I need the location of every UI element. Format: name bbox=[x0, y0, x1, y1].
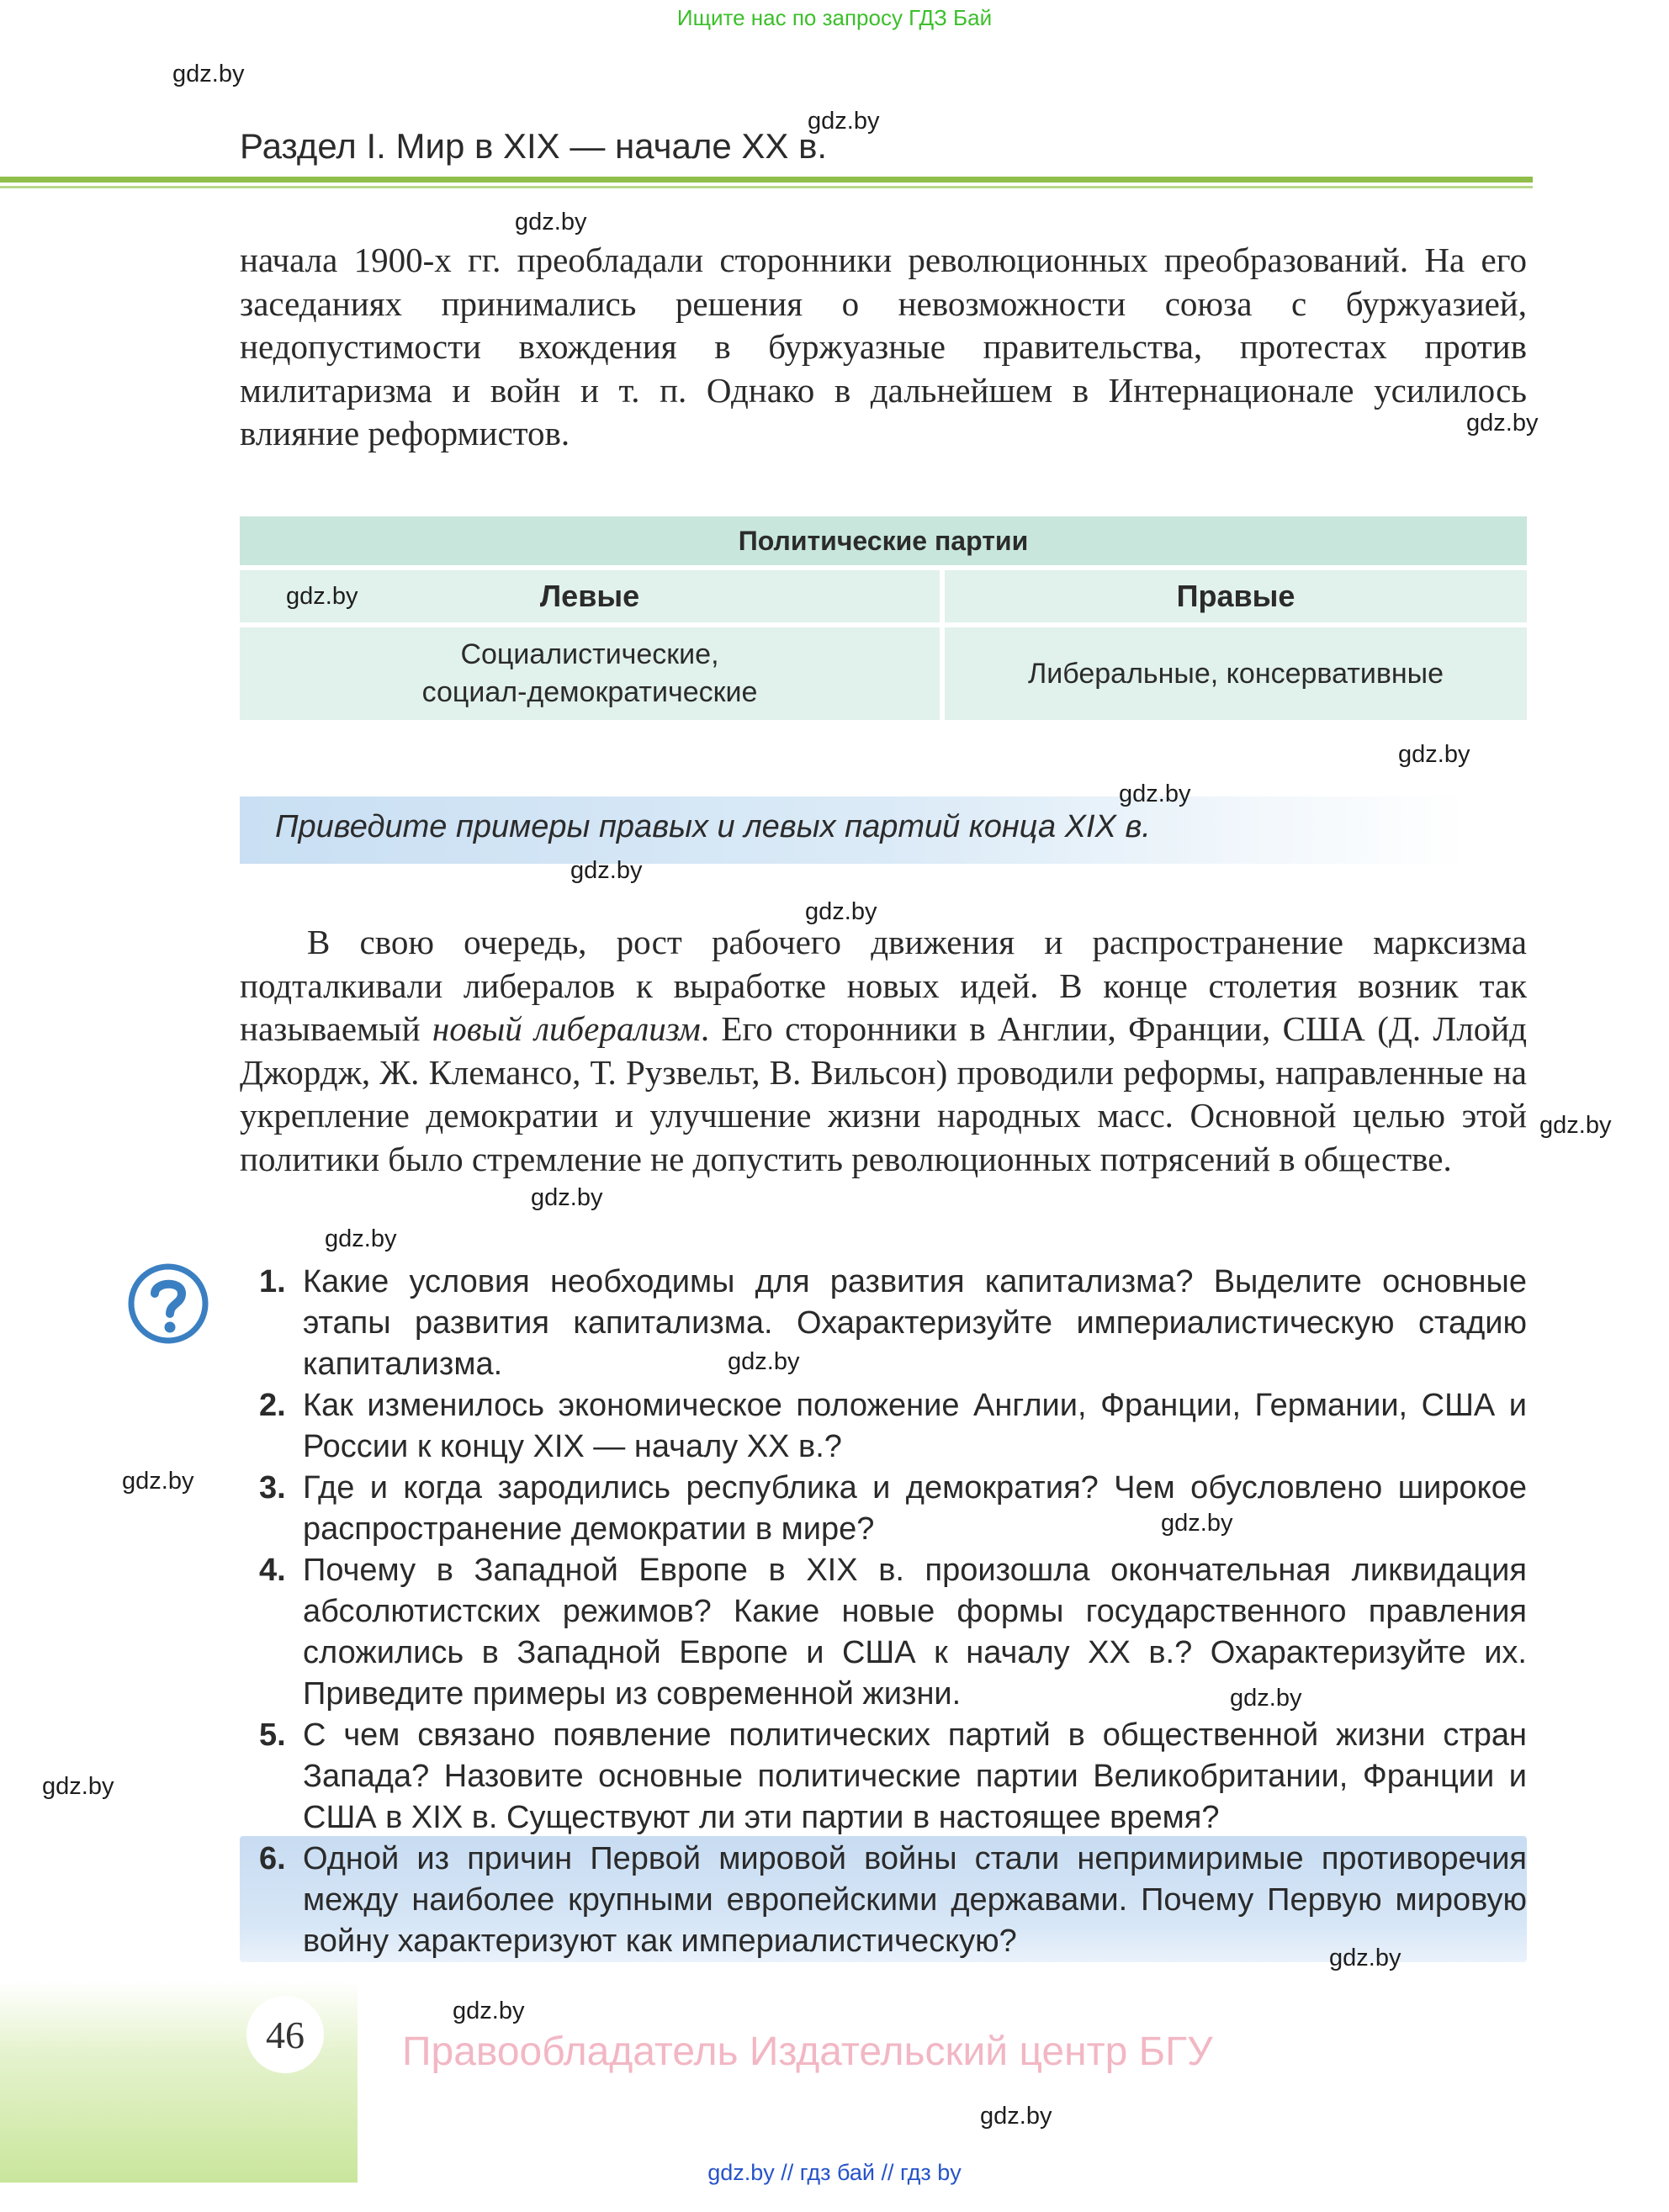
questions-list bbox=[259, 1262, 1527, 1962]
page-number: 46 bbox=[246, 1996, 324, 2073]
table-body-row bbox=[240, 627, 1527, 720]
paragraph-2-part1: В свою очередь, рост рабочего движения и распространение марксизма подталкивали либералов к выработке новых идей. В конце столетия возник так называемый bbox=[240, 923, 1527, 1048]
table-cell-left bbox=[240, 627, 940, 720]
watermark: gdz.by bbox=[172, 61, 245, 87]
question-text: Где и когда зародились республика и демократия? Чем обусловлено широкое распространение демократии в мире? bbox=[303, 1470, 1527, 1547]
watermark: gdz.by bbox=[1119, 781, 1191, 807]
question-text: Почему в Западной Европе в XIX в. произошла окончательная ликвидация абсолютистских режимов? Какие новые формы государственного правления сложились в Западной Европе и США к началу XX в.? Охарактеризуйте их. Приведите примеры из современной жизни. bbox=[303, 1553, 1527, 1712]
question-number: 6. bbox=[259, 1841, 286, 1876]
political-parties-table bbox=[240, 516, 1527, 720]
watermark: gdz.by bbox=[42, 1773, 114, 1800]
watermark: gdz.by bbox=[286, 583, 358, 610]
paragraph-2-italic: новый либерализм bbox=[432, 1009, 701, 1048]
paragraph-1 bbox=[240, 239, 1527, 456]
watermark: gdz.by bbox=[808, 108, 880, 135]
table-header-left: Левые bbox=[240, 570, 940, 622]
table-cell-left-line2: социал-демократические bbox=[421, 676, 758, 708]
paragraph-2-text bbox=[240, 921, 1527, 1181]
bottom-links[interactable]: gdz.by // гдз бай // гдз by bbox=[707, 2160, 962, 2185]
watermark: gdz.by bbox=[728, 1348, 800, 1375]
watermark: gdz.by bbox=[453, 1998, 525, 2024]
watermark: gdz.by bbox=[1230, 1685, 1302, 1712]
rights-holder: Правообладатель Издательский центр БГУ bbox=[402, 2029, 1213, 2074]
section-title: Раздел I. Мир в XIX — начале XX в. bbox=[240, 126, 828, 166]
watermark: gdz.by bbox=[1161, 1510, 1233, 1537]
table-cell-right: Либеральные, консервативные bbox=[945, 627, 1527, 720]
watermark: gdz.by bbox=[570, 857, 643, 884]
table-title: Политические партии bbox=[240, 516, 1527, 565]
watermark: gdz.by bbox=[980, 2103, 1052, 2130]
header-rule bbox=[0, 177, 1533, 183]
top-banner[interactable]: Ищите нас по запросу ГДЗ Бай bbox=[676, 5, 993, 30]
question-item bbox=[259, 1262, 1527, 1385]
question-item bbox=[259, 1839, 1527, 1962]
question-text: С чем связано появление политических партий в общественной жизни стран Запада? Назовите основные политические партии Великобритании, Франции и США в XIX в. Существуют ли эти партии в настоящее время? bbox=[303, 1717, 1527, 1835]
paragraph-2 bbox=[240, 921, 1527, 1181]
watermark: gdz.by bbox=[1539, 1112, 1612, 1139]
paragraph-2-part2: . Его сторонники в Англии, Франции, США (Д. Ллойд Джордж, Ж. Клемансо, Т. Рузвельт, В. Вильсон) проводили реформы, направленные на укрепление демократии и улучшение жизни народных масс. Основной целью этой политики было стремление не допустить революционных потрясений в обществе. bbox=[240, 1009, 1528, 1178]
watermark: gdz.by bbox=[1329, 1945, 1401, 1971]
question-text: Какие условия необходимы для развития капитализма? Выделите основные этапы развития капитализма. Охарактеризуйте империалистическую стадию капитализма. bbox=[303, 1264, 1527, 1382]
question-text: Как изменилось экономическое положение Англии, Франции, Германии, США и России к концу XIX — началу XX в.? bbox=[303, 1388, 1527, 1464]
watermark: gdz.by bbox=[515, 209, 587, 235]
header-rule-thin bbox=[0, 186, 1533, 188]
question-number: 3. bbox=[259, 1470, 286, 1506]
question-mark-icon bbox=[126, 1262, 210, 1346]
question-number: 2. bbox=[259, 1388, 286, 1423]
paragraph-1-text: начала 1900-х гг. преобладали сторонники революционных преобразований. На его заседаниях принимались решения о невозможности союза с буржуазией, недопустимости вхождения в буржуазные правительства, протестах против милитаризма и войн и т. п. Однако в дальнейшем в Интернационале усилилось влияние реформистов. bbox=[240, 241, 1527, 452]
table-cell-left-line1: Социалистические, bbox=[460, 638, 719, 670]
question-number: 1. bbox=[259, 1264, 286, 1299]
table-header-right: Правые bbox=[945, 570, 1527, 622]
watermark: gdz.by bbox=[325, 1225, 397, 1252]
table-header-row bbox=[240, 570, 1527, 622]
question-text: Одной из причин Первой мировой войны стали непримиримые противоречия между наиболее крупными европейскими державами. Почему Первую мировую войну характеризуют как империалистическую? bbox=[303, 1841, 1527, 1959]
watermark: gdz.by bbox=[1398, 741, 1470, 768]
task-text: Приведите примеры правых и левых партий конца XIX в. bbox=[275, 809, 1151, 844]
question-number: 4. bbox=[259, 1553, 286, 1588]
watermark: gdz.by bbox=[1466, 410, 1539, 437]
question-item bbox=[259, 1385, 1527, 1468]
question-item bbox=[259, 1468, 1527, 1550]
watermark: gdz.by bbox=[805, 898, 877, 925]
question-item bbox=[259, 1550, 1527, 1715]
question-number: 5. bbox=[259, 1717, 286, 1753]
question-item bbox=[259, 1715, 1527, 1839]
watermark: gdz.by bbox=[531, 1184, 603, 1211]
watermark: gdz.by bbox=[122, 1468, 194, 1495]
